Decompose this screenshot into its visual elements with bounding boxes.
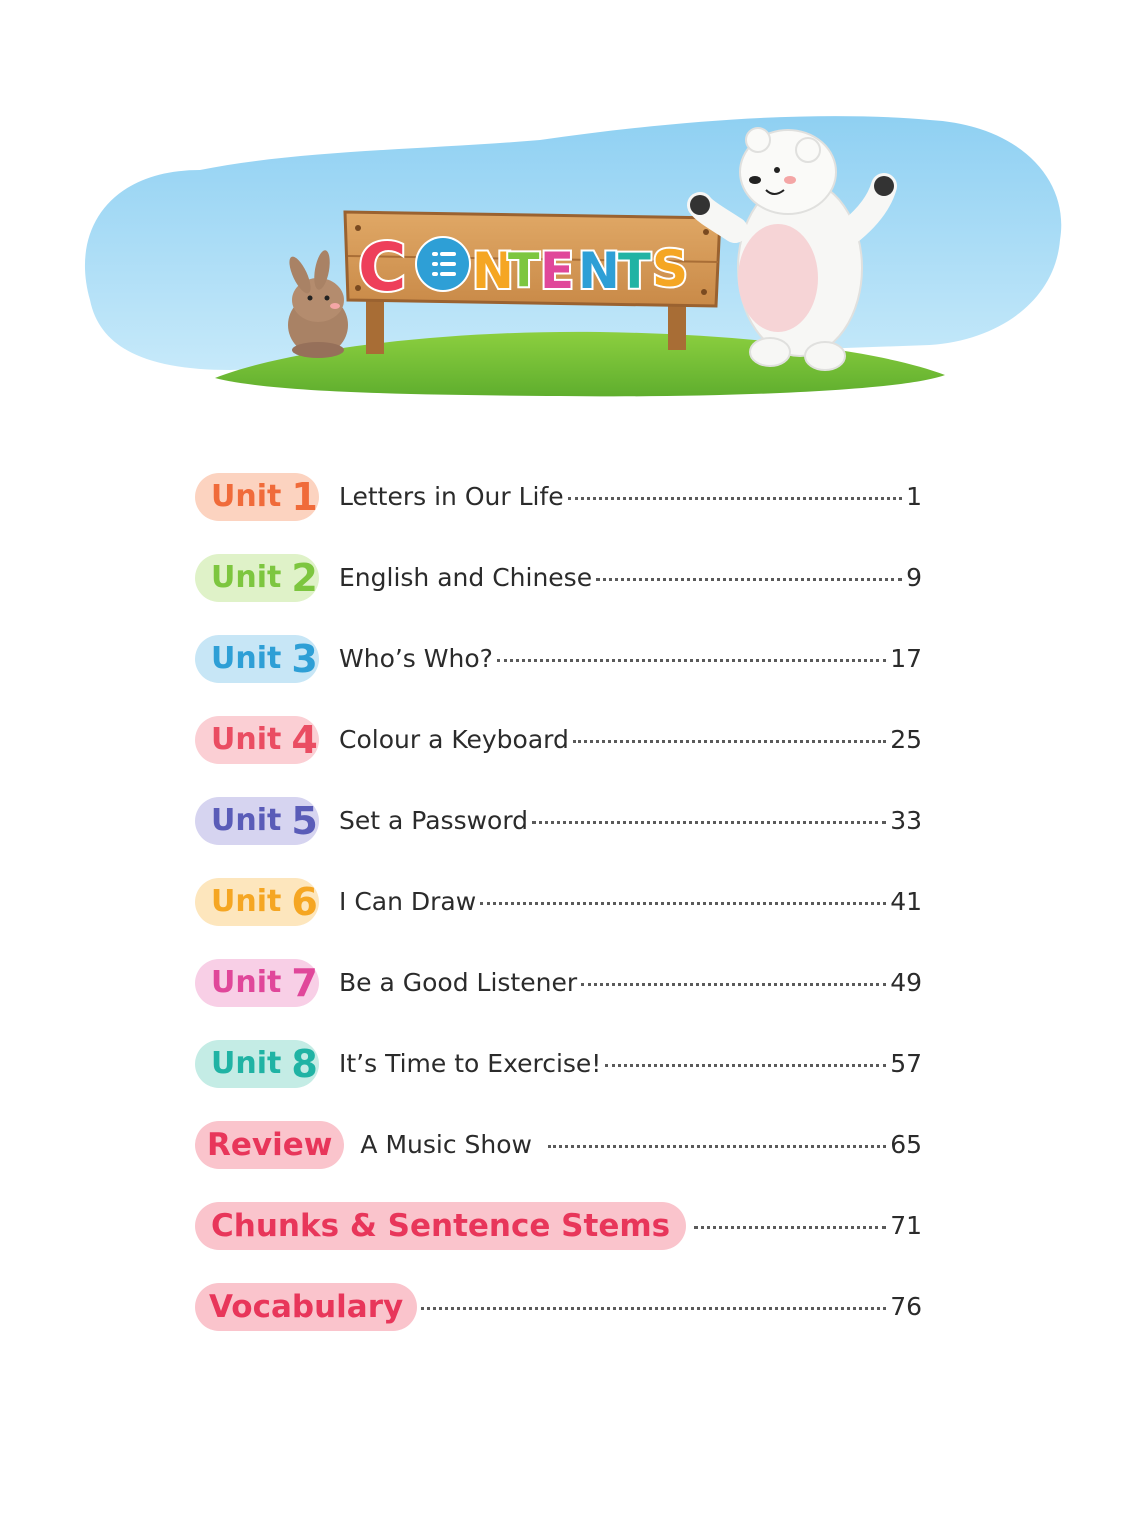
page-number: 41 (890, 887, 922, 916)
toc-row-unit-3[interactable] (195, 634, 922, 683)
svg-text:C: C (358, 229, 407, 306)
unit-number: 6 (291, 879, 318, 924)
toc-row-chunks[interactable] (195, 1201, 922, 1250)
svg-text:E: E (540, 242, 575, 300)
leader-dots (573, 740, 886, 743)
toc-title: Colour a Keyboard (339, 725, 569, 754)
svg-text:N: N (578, 242, 620, 300)
leader-dots (694, 1226, 886, 1229)
toc-row-unit-6[interactable] (195, 877, 922, 926)
vocabulary-label: Vocabulary (195, 1283, 417, 1331)
unit-badge (195, 716, 319, 764)
toc-title: It’s Time to Exercise! (339, 1049, 602, 1078)
unit-badge (195, 878, 319, 926)
toc-row-unit-7[interactable] (195, 958, 922, 1007)
toc-title: A Music Show (360, 1130, 532, 1159)
unit-number: 4 (291, 717, 318, 762)
leader-dots (548, 1145, 886, 1148)
leader-dots (568, 497, 902, 500)
toc-title: Who’s Who? (339, 644, 493, 673)
leader-dots (581, 983, 886, 986)
unit-badge (195, 473, 319, 521)
page-number: 65 (890, 1130, 922, 1159)
toc-title: English and Chinese (339, 563, 593, 592)
toc-title: Letters in Our Life (339, 482, 564, 511)
page-number: 1 (906, 482, 922, 511)
leader-dots (421, 1307, 886, 1310)
unit-number: 3 (291, 636, 318, 681)
svg-text:T: T (508, 243, 540, 297)
unit-badge (195, 797, 319, 845)
toc-row-review[interactable] (195, 1120, 922, 1169)
page-number: 71 (890, 1211, 922, 1240)
toc-title: Be a Good Listener (339, 968, 578, 997)
page-number: 9 (906, 563, 922, 592)
unit-word: Unit (211, 722, 282, 757)
page-number: 49 (890, 968, 922, 997)
toc-row-unit-5[interactable] (195, 796, 922, 845)
page-number: 33 (890, 806, 922, 835)
unit-word: Unit (211, 560, 282, 595)
unit-badge (195, 635, 319, 683)
svg-text:S: S (652, 240, 689, 298)
contents-banner-illustration (0, 0, 1121, 430)
leader-dots (605, 1064, 886, 1067)
page-number: 17 (890, 644, 922, 673)
toc-title: Set a Password (339, 806, 529, 835)
unit-badge (195, 1040, 319, 1088)
leader-dots (532, 821, 886, 824)
toc-row-vocabulary[interactable] (195, 1282, 922, 1331)
review-label: Review (195, 1121, 344, 1169)
unit-number: 1 (291, 474, 318, 519)
unit-word: Unit (211, 965, 282, 1000)
table-of-contents (195, 472, 922, 1363)
unit-word: Unit (211, 803, 282, 838)
chunks-label: Chunks & Sentence Stems (195, 1202, 686, 1250)
page-number: 76 (890, 1292, 922, 1321)
page-number: 25 (890, 725, 922, 754)
toc-title: I Can Draw (339, 887, 477, 916)
unit-badge (195, 959, 319, 1007)
page-number: 57 (890, 1049, 922, 1078)
svg-text:N: N (472, 242, 514, 300)
unit-word: Unit (211, 479, 282, 514)
unit-number: 2 (291, 555, 318, 600)
unit-badge (195, 554, 319, 602)
unit-number: 5 (291, 798, 318, 843)
toc-row-unit-2[interactable] (195, 553, 922, 602)
toc-row-unit-4[interactable] (195, 715, 922, 764)
toc-row-unit-8[interactable] (195, 1039, 922, 1088)
unit-word: Unit (211, 641, 282, 676)
unit-number: 7 (291, 960, 318, 1005)
leader-dots (480, 902, 886, 905)
unit-word: Unit (211, 1046, 282, 1081)
unit-word: Unit (211, 884, 282, 919)
toc-row-unit-1[interactable] (195, 472, 922, 521)
leader-dots (596, 578, 902, 581)
svg-text:T: T (618, 244, 651, 300)
leader-dots (497, 659, 886, 662)
unit-number: 8 (291, 1041, 318, 1086)
